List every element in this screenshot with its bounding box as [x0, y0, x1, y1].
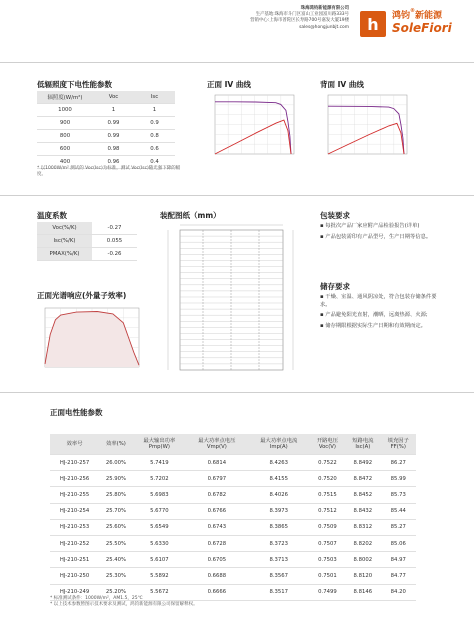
col-header: [50, 434, 99, 455]
list-item: ▪ 干燥、室温、通风阴凉处，符合包装存储条件要求。: [320, 294, 437, 308]
table-cell: HJ-210-252: [50, 535, 99, 551]
table-cell: 0.6743: [186, 519, 248, 535]
col-header-text: 最大功率点电压: [198, 437, 236, 444]
table-cell: 0.7515: [310, 487, 345, 503]
brand-logo-icon: [359, 10, 387, 38]
col-header-text: 短路电流: [352, 437, 374, 444]
table-cell: 0.8: [134, 130, 175, 143]
table-cell: 0.6797: [186, 471, 248, 487]
table-header-row: [37, 91, 175, 104]
packaging-title: 包装要求: [320, 211, 350, 220]
back-iv-chart: [320, 92, 415, 162]
table-row: [37, 235, 137, 248]
col-header-unit: Imp(A): [269, 444, 288, 450]
table-row: [37, 248, 137, 261]
table-cell: 5.7419: [133, 455, 186, 471]
performance-notes: [50, 596, 430, 608]
divider: [0, 392, 474, 393]
table-cell: 0.4: [134, 156, 175, 169]
table-cell: 0.9: [134, 117, 175, 130]
table-cell: 8.8002: [345, 552, 380, 568]
divider: [0, 195, 474, 196]
table-row: [37, 130, 175, 143]
col-header-text: 效率(%): [106, 440, 126, 447]
table-cell: 8.8432: [345, 503, 380, 519]
temp-coeff-title: 温度系数: [37, 211, 67, 220]
table-cell: 5.5672: [133, 584, 186, 600]
table-cell: Voc(%/K): [37, 222, 92, 235]
table-cell: 26.00%: [99, 455, 133, 471]
table-cell: 8.8452: [345, 487, 380, 503]
col-header: [345, 434, 380, 455]
table-cell: 25.70%: [99, 503, 133, 519]
col-header-text: 最大输出功率: [143, 437, 176, 444]
assembly-title: 装配图纸（mm）: [160, 211, 221, 220]
table-cell: 85.73: [381, 487, 416, 503]
table-cell: 1000: [37, 104, 93, 117]
email[interactable]: sales@hongjunbjt.com: [299, 24, 349, 30]
table-cell: HJ-210-250: [50, 568, 99, 584]
col-header-unit: Vmp(V): [206, 444, 227, 450]
table-row: [50, 552, 416, 568]
table-cell: 84.20: [381, 584, 416, 600]
table-cell: 1: [93, 104, 134, 117]
table-cell: 0.6688: [186, 568, 248, 584]
low-irradiance-title: 低辐照度下电性能参数: [37, 80, 112, 89]
table-cell: Isc(%/K): [37, 235, 92, 248]
table-row: [50, 471, 416, 487]
col-header: [99, 434, 133, 455]
front-iv-chart: [207, 92, 302, 162]
svg-text:h: h: [367, 15, 379, 34]
front-iv-title: 正面 IV 曲线: [207, 80, 251, 89]
table-cell: 0.6666: [186, 584, 248, 600]
col-header-unit: Voc(V): [318, 444, 336, 450]
table-cell: 86.27: [381, 455, 416, 471]
table-cell: -0.27: [92, 222, 137, 235]
table-cell: 25.40%: [99, 552, 133, 568]
table-cell: 0.055: [92, 235, 137, 248]
col-header-text: 开路电压: [316, 437, 339, 444]
table-cell: 8.4155: [248, 471, 310, 487]
table-cell: 8.8472: [345, 471, 380, 487]
col-header: 辐照度(W/m²): [37, 91, 93, 104]
col-header: [310, 434, 345, 455]
table-row: [50, 519, 416, 535]
list-item: ▪ 产品避免阳光直射，潮晒，远离热源、火源;: [320, 312, 428, 319]
table-cell: 0.7520: [310, 471, 345, 487]
cell-outline: [180, 230, 283, 370]
table-cell: HJ-210-254: [50, 503, 99, 519]
back-iv-title: 背面 IV 曲线: [320, 80, 364, 89]
table-cell: HJ-210-251: [50, 552, 99, 568]
table-row: [37, 104, 175, 117]
table-cell: 0.6782: [186, 487, 248, 503]
table-cell: 8.8492: [345, 455, 380, 471]
table-cell: 0.6766: [186, 503, 248, 519]
brand-cn-suffix: 新能源: [415, 11, 443, 21]
table-cell: 1: [134, 104, 175, 117]
table-cell: HJ-210-253: [50, 519, 99, 535]
list-item: ▪ 每批次产品厂家应附产品检验报告(详单): [320, 223, 420, 229]
col-header-unit: FF(%): [390, 444, 406, 450]
table-cell: 85.27: [381, 519, 416, 535]
table-cell: 0.6814: [186, 455, 248, 471]
busbar-grid: [180, 230, 283, 370]
table-cell: 5.5892: [133, 568, 186, 584]
col-header: [381, 434, 416, 455]
performance-title: 正面电性能参数: [50, 408, 103, 417]
table-cell: 8.8202: [345, 535, 380, 551]
table-cell: 0.6705: [186, 552, 248, 568]
storage-title: 储存要求: [320, 282, 350, 291]
col-header-text: 填充因子: [387, 437, 409, 444]
table-cell: -0.26: [92, 248, 137, 261]
table-cell: 5.6983: [133, 487, 186, 503]
table-cell: 25.60%: [99, 519, 133, 535]
table-cell: 0.7522: [310, 455, 345, 471]
table-row: [50, 487, 416, 503]
table-row: [50, 568, 416, 584]
table-cell: 0.7509: [310, 519, 345, 535]
table-cell: 0.98: [93, 143, 134, 156]
col-header: [248, 434, 310, 455]
table-cell: 85.06: [381, 535, 416, 551]
table-row: [37, 143, 175, 156]
company-name: 珠海鸿钧新能源有限公司: [300, 6, 349, 11]
table-cell: HJ-210-257: [50, 455, 99, 471]
brand-cn-name: 鸿钧: [392, 11, 411, 21]
col-header-text: 最大功率点电流: [260, 437, 298, 444]
col-header: [186, 434, 248, 455]
col-header: [133, 434, 186, 455]
table-cell: 85.44: [381, 503, 416, 519]
col-header-unit: Isc(A): [355, 444, 371, 450]
col-header-text: 效率号: [66, 440, 83, 447]
col-header: Voc: [93, 91, 134, 104]
table-row: [37, 117, 175, 130]
table-cell: 85.99: [381, 471, 416, 487]
table-cell: 0.6728: [186, 535, 248, 551]
table-cell: 5.6549: [133, 519, 186, 535]
table-cell: 8.8312: [345, 519, 380, 535]
low-irradiance-note: * 以1000W/m² 测试的 Voc(Isc)为标准，测试 Voc(Isc)随光强下降的幅度。: [37, 166, 181, 177]
table-cell: 25.30%: [99, 568, 133, 584]
table-row: [50, 455, 416, 471]
table-cell: 0.96: [93, 156, 134, 169]
table-cell: 8.3567: [248, 568, 310, 584]
table-cell: 8.4263: [248, 455, 310, 471]
table-cell: 25.50%: [99, 535, 133, 551]
table-cell: 5.7202: [133, 471, 186, 487]
note-line: * 以上技术参数暂图示技术要求及测试，鸿钧新能源有限公司保留解释权。: [50, 602, 198, 607]
packaging-list: [320, 223, 440, 244]
col-header-unit: Pmp(W): [148, 444, 170, 450]
table-cell: 25.90%: [99, 471, 133, 487]
registered-mark: ®: [410, 8, 416, 14]
table-cell: 600: [37, 143, 93, 156]
table-header-row: [50, 434, 416, 455]
table-cell: 0.7499: [310, 584, 345, 600]
list-item: ▪ 储存期限根据实际生产日期和有效期而定。: [320, 322, 426, 329]
note-line: * 标准测试条件：1000W/m²，AM1.5，25℃: [50, 596, 143, 601]
table-cell: 0.7507: [310, 535, 345, 551]
spectral-title: 正面光谱响应(外量子效率): [37, 291, 127, 300]
table-cell: 0.99: [93, 117, 134, 130]
table-cell: 8.4026: [248, 487, 310, 503]
low-irradiance-table: [37, 91, 175, 169]
production-base: 生产基地:珠海市斗门区富山工业园富川路333号: [255, 12, 349, 18]
table-cell: 84.77: [381, 568, 416, 584]
table-row: [50, 503, 416, 519]
table-cell: 0.7501: [310, 568, 345, 584]
table-cell: 0.99: [93, 130, 134, 143]
table-row: [50, 535, 416, 551]
brand-en: SoleFiori: [392, 21, 452, 35]
table-cell: 8.3973: [248, 503, 310, 519]
table-cell: PMAX(%/K): [37, 248, 92, 261]
temp-coeff-table: [37, 222, 137, 261]
company-info: [189, 6, 349, 31]
table-cell: 0.7512: [310, 503, 345, 519]
list-item: ▪ 产品包装需印有产品型号，生产日期等信息。: [320, 233, 432, 240]
col-header: Isc: [134, 91, 175, 104]
table-cell: HJ-210-255: [50, 487, 99, 503]
table-cell: 8.3865: [248, 519, 310, 535]
performance-table: [50, 434, 416, 601]
table-cell: 5.6330: [133, 535, 186, 551]
table-cell: 0.7503: [310, 552, 345, 568]
table-cell: 8.3517: [248, 584, 310, 600]
table-cell: 8.3723: [248, 535, 310, 551]
table-cell: HJ-210-249: [50, 584, 99, 600]
assembly-drawing: [158, 222, 308, 377]
marketing-center: 营销中心:上海市普陀区长寿路700号嘉发大厦19楼: [250, 18, 349, 24]
spectral-chart: [37, 305, 147, 375]
table-cell: 5.6770: [133, 503, 186, 519]
table-row: [37, 222, 137, 235]
table-cell: 800: [37, 130, 93, 143]
table-cell: 900: [37, 117, 93, 130]
table-cell: 84.97: [381, 552, 416, 568]
divider: [0, 62, 474, 63]
table-cell: 0.6: [134, 143, 175, 156]
table-cell: 8.3713: [248, 552, 310, 568]
storage-list: [320, 294, 440, 333]
brand-cn: [392, 8, 442, 21]
table-cell: 25.20%: [99, 584, 133, 600]
table-cell: HJ-210-256: [50, 471, 99, 487]
table-cell: 5.6107: [133, 552, 186, 568]
table-cell: 400: [37, 156, 93, 169]
table-cell: 8.8120: [345, 568, 380, 584]
table-cell: 25.80%: [99, 487, 133, 503]
table-cell: 8.8146: [345, 584, 380, 600]
